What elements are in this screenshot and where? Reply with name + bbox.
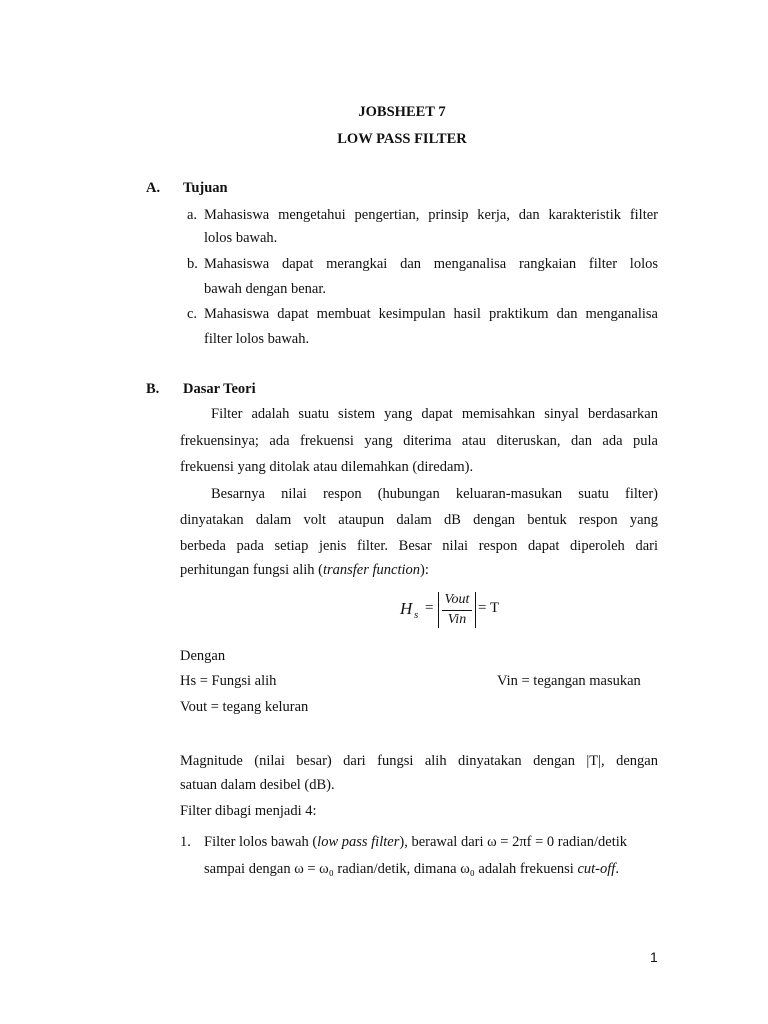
document-title: JOBSHEET 7 (358, 104, 446, 120)
paragraph-line: Besarnya nilai respon (hubungan keluaran-masukan suatu filter) (211, 486, 658, 502)
italic-term: transfer function (322, 562, 421, 578)
fraction-line (442, 610, 472, 611)
list-item-text: Mahasiswa dapat membuat kesimpulan hasil praktikum dan menganalisa (204, 306, 658, 322)
absolute-bar-left (438, 592, 439, 628)
text-segment: perhitungan fungsi alih ( (180, 562, 323, 578)
list-item-text: filter lolos bawah. (204, 331, 310, 347)
paragraph-line: berbeda pada setiap jenis filter. Besar nilai respon dapat diperoleh dari (180, 538, 658, 554)
text-segment: Filter lolos bawah ( (204, 834, 318, 850)
vin-definition: Vin = tegangan masukan (497, 673, 641, 689)
text-segment: ): (420, 562, 429, 578)
equation-rhs: = T (478, 600, 500, 616)
equation-lhs: H (400, 599, 413, 618)
italic-term: cut-off (577, 861, 616, 877)
list-item-text: bawah dengan benar. (204, 281, 326, 297)
list-item-label: c. (187, 306, 198, 322)
absolute-bar-right (475, 592, 476, 628)
equation-lhs-subscript: s (414, 609, 419, 621)
equation-denominator: Vin (447, 612, 467, 627)
text-segment: ), berawal dari ω = 2πf = 0 radian/detik (399, 834, 628, 850)
list-item-label: b. (187, 256, 198, 272)
page-number: 1 (650, 949, 658, 965)
list-item-text: Mahasiswa dapat merangkai dan menganalisa rangkaian filter lolos (204, 256, 658, 272)
section-a-letter: A. (146, 180, 161, 196)
filter-count-line: Filter dibagi menjadi 4: (180, 803, 317, 819)
list-item-label: a. (187, 207, 198, 223)
dengan-label: Dengan (180, 648, 226, 664)
paragraph-line: satuan dalam desibel (dB). (180, 777, 335, 793)
paragraph-line: Filter adalah suatu sistem yang dapat memisahkan sinyal berdasarkan (211, 406, 658, 422)
text-segment: . (615, 861, 619, 877)
list-item-line (204, 834, 627, 851)
paragraph-line: frekuensinya; ada frekuensi yang diterima atau diteruskan, dan ada pula (180, 433, 658, 449)
list-item-text: lolos bawah. (204, 230, 278, 246)
list-number: 1. (180, 834, 191, 850)
paragraph-line: frekuensi yang ditolak atau dilemahkan (diredam). (180, 459, 474, 475)
list-item-line (204, 861, 619, 878)
section-b-title: Dasar Teori (183, 381, 256, 397)
paragraph-line: Magnitude (nilai besar) dari fungsi alih dinyatakan dengan |T|, dengan (180, 753, 658, 769)
document-subtitle: LOW PASS FILTER (337, 131, 467, 147)
equation-equals: = (425, 600, 434, 616)
paragraph-line: dinyatakan dalam volt ataupun dalam dB dengan bentuk respon yang (180, 512, 658, 528)
paragraph-line (180, 562, 429, 579)
text-segment: sampai dengan ω = ω₀ radian/detik, dimana ω₀ adalah frekuensi (204, 861, 578, 877)
vout-definition: Vout = tegang keluran (180, 699, 309, 715)
section-a-title: Tujuan (183, 180, 228, 196)
equation-numerator: Vout (444, 592, 470, 607)
transfer-function-equation (398, 590, 508, 630)
hs-definition: Hs = Fungsi alih (180, 673, 277, 689)
list-item-text: Mahasiswa mengetahui pengertian, prinsip kerja, dan karakteristik filter (204, 207, 658, 223)
section-b-letter: B. (146, 381, 160, 397)
italic-term: low pass filter (317, 834, 400, 850)
